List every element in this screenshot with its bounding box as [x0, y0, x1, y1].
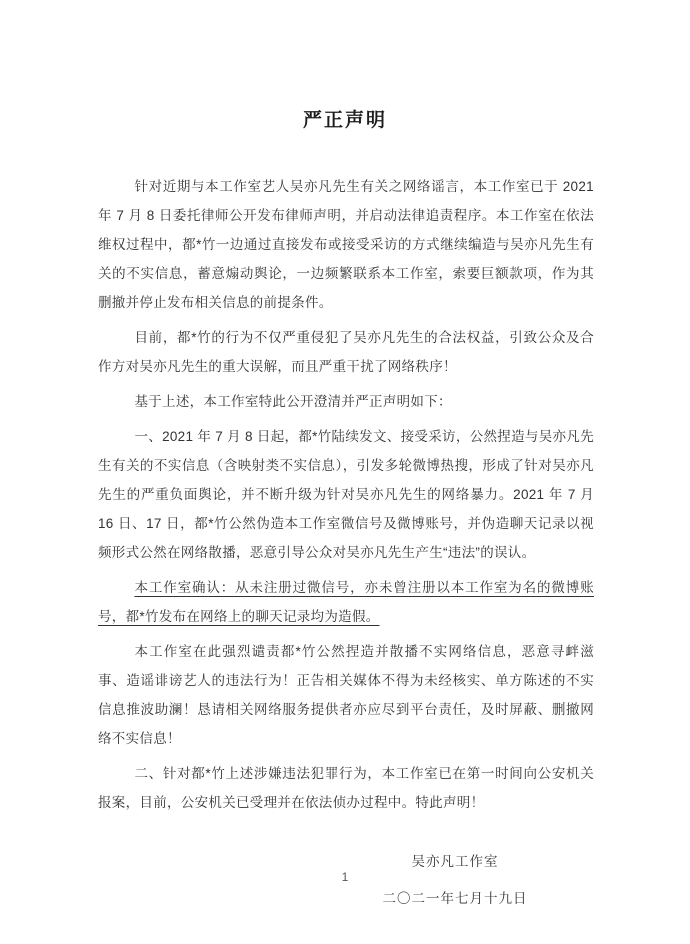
paragraph-lead-in: 基于上述，本工作室特此公开澄清并严正声明如下：: [134, 394, 452, 409]
document-title: 严正声明: [302, 110, 387, 131]
paragraph-current-situation: 目前，都*竹的行为不仅严重侵犯了吴亦凡先生的合法权益，引致公众及合作方对吴亦凡先生的重大误解，而且严重干扰了网络秩序！: [98, 330, 594, 374]
paragraph-confirmation-underlined: 本工作室确认：从未注册过微信号，亦未曾注册以本工作室为名的微博账号，都*竹发布在网络上的聊天记录均为造假。: [98, 580, 594, 624]
document-body: [98, 172, 594, 817]
paragraph-point-one: 一、2021 年 7 月 8 日起，都*竹陆续发文、接受采访，公然捏造与吴亦凡先生有关的不实信息（含映射类不实信息），引发多轮微博热搜，形成了针对吴亦凡先生的严重负面舆论，并不断升级为针对吴亦凡先生的网络暴力。2021 年 7 月 16 日、17 日，都*竹公然伪造本工作室微信号及微博账号，并伪造聊天记录以视频形式公然在网络散播，恶意引导公众对吴亦凡先生产生“违法”的误认。: [98, 429, 594, 560]
page-number: 1: [341, 870, 349, 884]
signature-date: 二〇二一年七月十九日: [382, 891, 528, 906]
signature-name: 吴亦凡工作室: [411, 854, 499, 869]
paragraph-point-two: 二、针对都*竹上述涉嫌违法犯罪行为，本工作室已在第一时间向公安机关报案，目前，公安机关已受理并在依法侦办过程中。特此声明！: [98, 766, 594, 810]
paragraph-intro: 针对近期与本工作室艺人吴亦凡先生有关之网络谣言，本工作室已于 2021 年 7 月 8 日委托律师公开发布律师声明，并启动法律追责程序。本工作室在依法维权过程中，都*竹一边通过直接发布或接受采访的方式继续编造与吴亦凡先生有关的不实信息，蓄意煽动舆论，一边频繁联系本工作室，索要巨额款项，作为其删撤并停止发布相关信息的前提条件。: [98, 179, 594, 310]
paragraph-condemnation: 本工作室在此强烈谴责都*竹公然捏造并散播不实网络信息，恶意寻衅滋事、造谣诽谤艺人的违法行为！正告相关媒体不得为未经核实、单方陈述的不实信息推波助澜！恳请相关网络服务提供者亦应尽到平台责任，及时屏蔽、删撤网络不实信息！: [98, 644, 594, 746]
